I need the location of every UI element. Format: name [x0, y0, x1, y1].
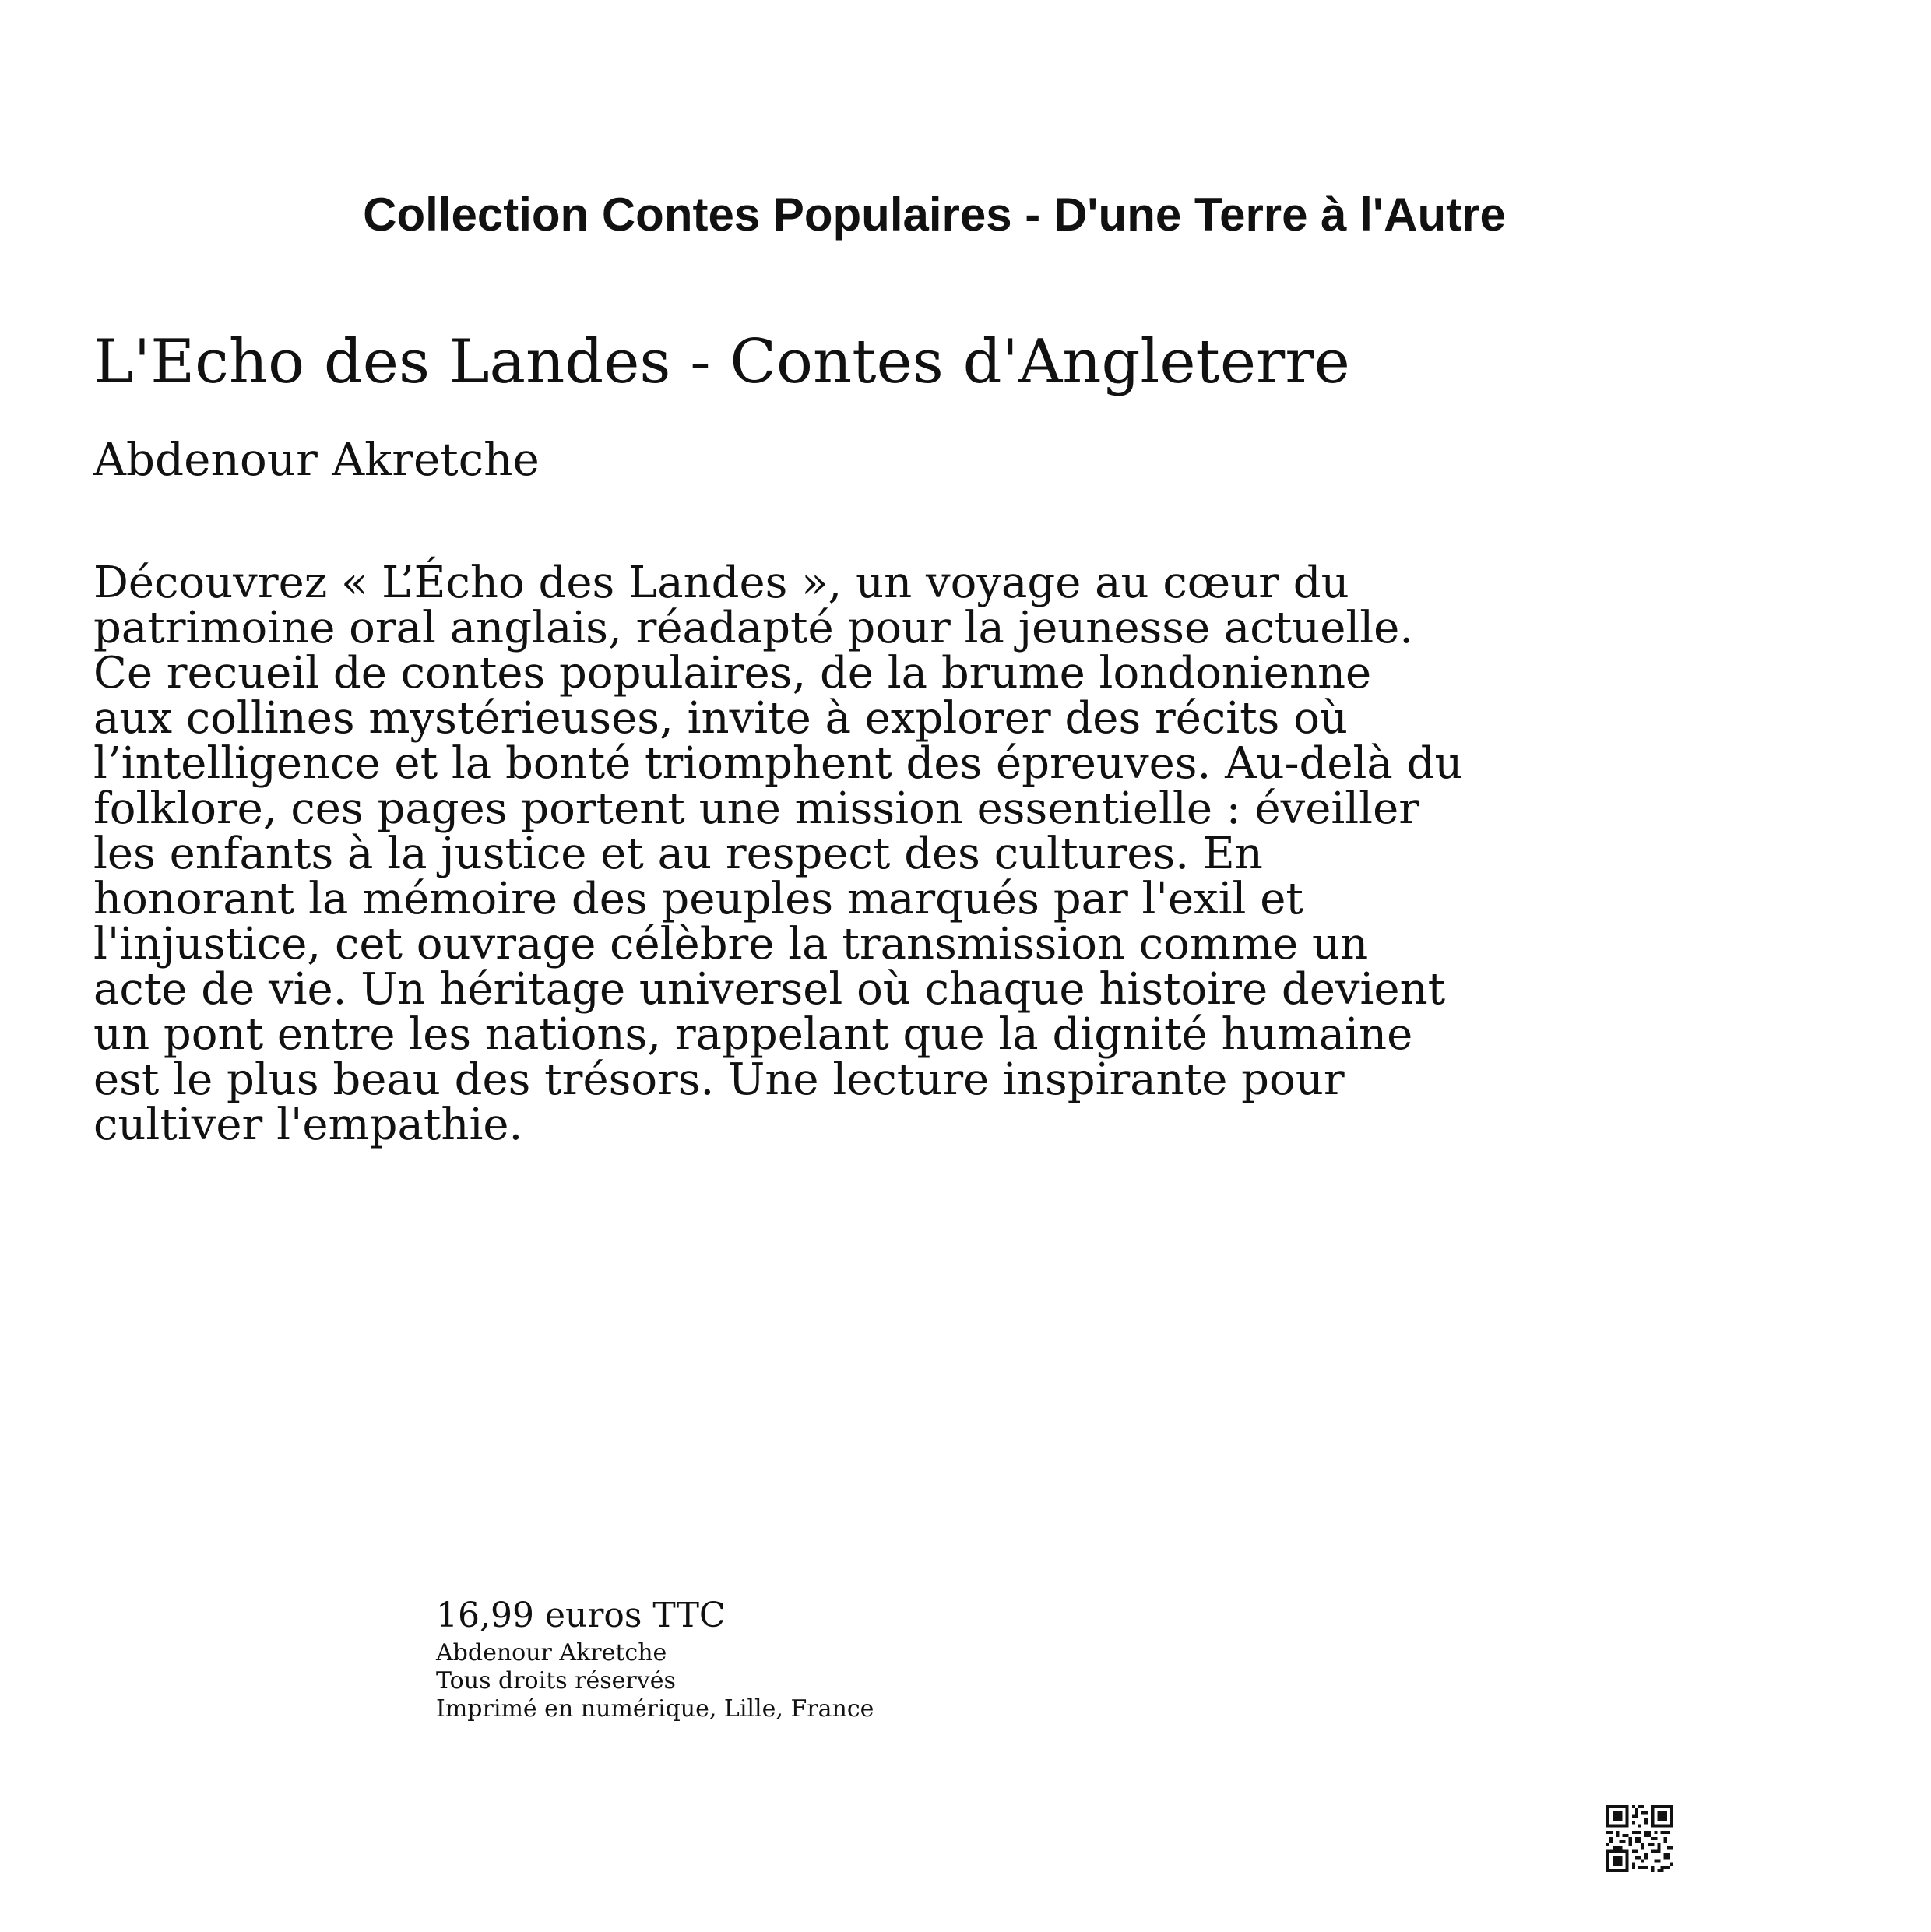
price: 16,99 euros TTC [436, 1596, 726, 1635]
colophon-author: Abdenour Akretche [436, 1639, 667, 1666]
print-location: Imprimé en numérique, Lille, France [436, 1695, 874, 1723]
book-author: Abdenour Akretche [93, 433, 540, 486]
book-summary: Découvrez « L’Écho des Landes », un voyage au cœur du patrimoine oral anglais, réadapté pour la jeunesse actuelle. Ce recueil de contes populaires, de la brume londonienne aux collines mystérieuses, invite à explorer des récits où l’intelligence et la bonté triomphent des épreuves. Au-delà du folklore, ces pages portent une mission essentielle : éveiller les enfants à la justice et au respect des cultures. En honorant la mémoire des peuples marqués par l'exil et l'injustice, cet ouvrage célèbre la transmission comme un acte de vie. Un héritage universel où chaque histoire devient un pont entre les nations, rappelant que la dignité humaine est le plus beau des trésors. Une lecture inspirante pour cultiver l'empathie. [93, 558, 1463, 1150]
collection-title: Collection Contes Populaires - D'une Terre à l'Autre [363, 188, 1506, 241]
book-title: L'Echo des Landes - Contes d'Angleterre [93, 327, 1350, 397]
qr-code-icon [1606, 1805, 1673, 1872]
colophon [436, 1592, 874, 1723]
rights-notice: Tous droits réservés [436, 1667, 676, 1694]
